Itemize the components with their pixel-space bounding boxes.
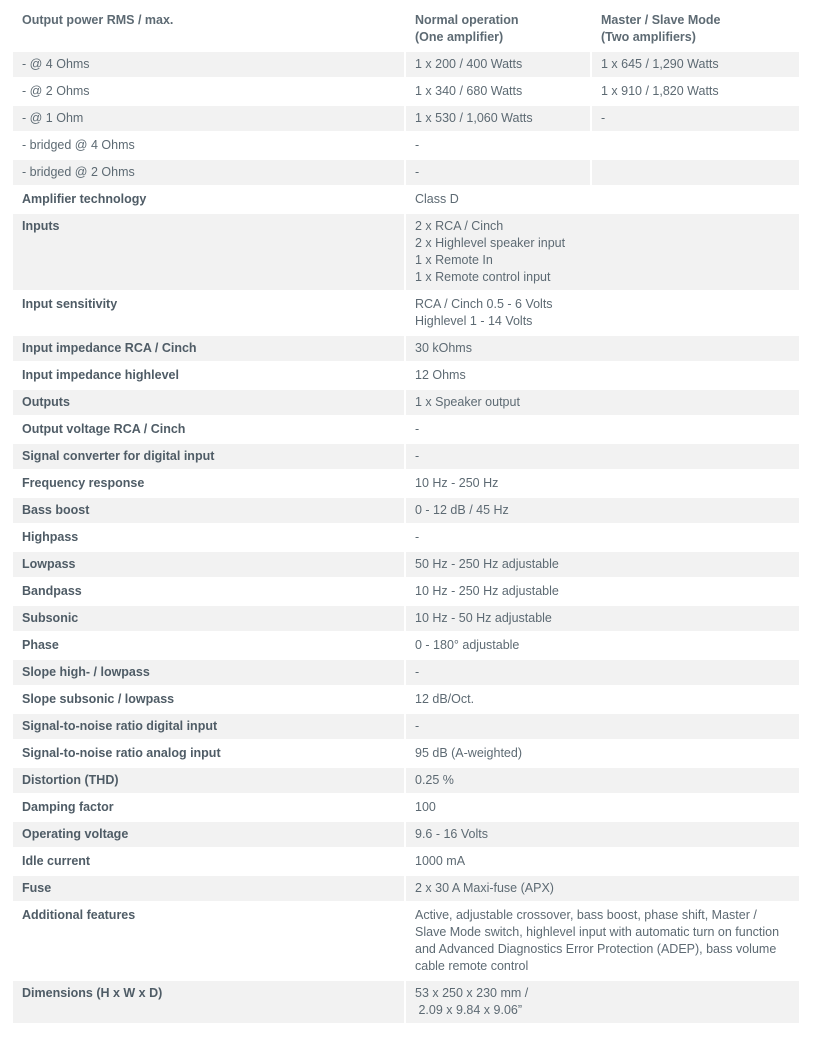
spec-value-line: - bbox=[415, 665, 420, 679]
spec-row-value bbox=[406, 633, 799, 660]
spec-row bbox=[13, 903, 799, 981]
spec-row-label: Input impedance highlevel bbox=[13, 363, 406, 390]
spec-row bbox=[13, 187, 799, 214]
spec-row-label: Input impedance RCA / Cinch bbox=[13, 336, 406, 363]
spec-value-line: 1 x Speaker output bbox=[415, 395, 520, 409]
spec-row bbox=[13, 660, 799, 687]
spec-value-line: - bbox=[415, 449, 420, 463]
spec-row-label: Signal converter for digital input bbox=[13, 444, 406, 471]
spec-row-label: Operating voltage bbox=[13, 822, 406, 849]
power-row-label: - bridged @ 2 Ohms bbox=[13, 160, 406, 187]
spec-row-label: Slope high- / lowpass bbox=[13, 660, 406, 687]
spec-row bbox=[13, 822, 799, 849]
spec-row-value bbox=[406, 471, 799, 498]
header-master-title: Master / Slave Mode bbox=[601, 13, 721, 27]
spec-row-label: Phase bbox=[13, 633, 406, 660]
power-row-normal-value: - bbox=[406, 133, 592, 160]
spec-row bbox=[13, 498, 799, 525]
spec-row-value bbox=[406, 714, 799, 741]
spec-row-label: Subsonic bbox=[13, 606, 406, 633]
table-header-row bbox=[13, 8, 799, 52]
spec-value-line: 12 dB/Oct. bbox=[415, 692, 475, 706]
spec-row-label: Highpass bbox=[13, 525, 406, 552]
power-row bbox=[13, 133, 799, 160]
spec-row bbox=[13, 876, 799, 903]
spec-row bbox=[13, 525, 799, 552]
spec-value-line: - bbox=[415, 719, 420, 733]
power-row-normal-value: 1 x 340 / 680 Watts bbox=[406, 79, 592, 106]
spec-value-line: 1000 mA bbox=[415, 854, 466, 868]
spec-value-line: 95 dB (A-weighted) bbox=[415, 746, 523, 760]
power-row-master-value: 1 x 910 / 1,820 Watts bbox=[592, 79, 799, 106]
spec-value-line: 12 Ohms bbox=[415, 368, 466, 382]
power-row bbox=[13, 160, 799, 187]
spec-value-line: Highlevel 1 - 14 Volts bbox=[415, 314, 533, 328]
spec-value-line: 53 x 250 x 230 mm / bbox=[415, 986, 529, 1000]
spec-row bbox=[13, 633, 799, 660]
spec-row bbox=[13, 292, 799, 336]
spec-row-label: Slope subsonic / lowpass bbox=[13, 687, 406, 714]
spec-value-line: - bbox=[415, 422, 420, 436]
spec-row-value bbox=[406, 795, 799, 822]
power-row-label: - bridged @ 4 Ohms bbox=[13, 133, 406, 160]
spec-row bbox=[13, 552, 799, 579]
spec-value-line: 0 - 12 dB / 45 Hz bbox=[415, 503, 509, 517]
header-output-power-label: Output power RMS / max. bbox=[22, 13, 174, 27]
spec-row bbox=[13, 741, 799, 768]
spec-row-label: Bass boost bbox=[13, 498, 406, 525]
spec-value-line: 10 Hz - 50 Hz adjustable bbox=[415, 611, 552, 625]
spec-row-value bbox=[406, 498, 799, 525]
spec-row-value bbox=[406, 876, 799, 903]
header-normal-title: Normal operation bbox=[415, 13, 519, 27]
power-row-label: - @ 4 Ohms bbox=[13, 52, 406, 79]
spec-row bbox=[13, 687, 799, 714]
spec-row-label: Inputs bbox=[13, 214, 406, 292]
spec-value-line: Class D bbox=[415, 192, 459, 206]
spec-row-value bbox=[406, 390, 799, 417]
spec-row bbox=[13, 768, 799, 795]
spec-row-label: Outputs bbox=[13, 390, 406, 417]
spec-row-value bbox=[406, 849, 799, 876]
power-row-normal-value: 1 x 530 / 1,060 Watts bbox=[406, 106, 592, 133]
spec-value-line: 1 x Remote control input bbox=[415, 270, 551, 284]
spec-row-value bbox=[406, 214, 799, 292]
spec-row-value bbox=[406, 292, 799, 336]
spec-row-label: Signal-to-noise ratio analog input bbox=[13, 741, 406, 768]
spec-row-value bbox=[406, 660, 799, 687]
spec-row bbox=[13, 579, 799, 606]
power-row-label: - @ 2 Ohms bbox=[13, 79, 406, 106]
spec-row-label: Signal-to-noise ratio digital input bbox=[13, 714, 406, 741]
header-normal-operation bbox=[406, 8, 592, 52]
spec-row-value bbox=[406, 822, 799, 849]
spec-value-line: 2.09 x 9.84 x 9.06” bbox=[415, 1003, 523, 1017]
spec-row-label: Frequency response bbox=[13, 471, 406, 498]
spec-row bbox=[13, 214, 799, 292]
spec-value-line: 50 Hz - 250 Hz adjustable bbox=[415, 557, 559, 571]
spec-value-line: 10 Hz - 250 Hz bbox=[415, 476, 499, 490]
spec-row-label: Distortion (THD) bbox=[13, 768, 406, 795]
power-row-normal-value: - bbox=[406, 160, 592, 187]
spec-row-value bbox=[406, 444, 799, 471]
spec-row-label: Additional features bbox=[13, 903, 406, 981]
spec-row-value bbox=[406, 741, 799, 768]
spec-row bbox=[13, 471, 799, 498]
spec-row bbox=[13, 363, 799, 390]
spec-row-value bbox=[406, 336, 799, 363]
spec-row bbox=[13, 417, 799, 444]
header-master-subtitle: (Two amplifiers) bbox=[601, 30, 696, 44]
spec-row-value bbox=[406, 981, 799, 1025]
spec-row-label: Output voltage RCA / Cinch bbox=[13, 417, 406, 444]
power-row bbox=[13, 79, 799, 106]
spec-row-label: Damping factor bbox=[13, 795, 406, 822]
spec-row-label: Idle current bbox=[13, 849, 406, 876]
spec-value-line: 2 x RCA / Cinch bbox=[415, 219, 504, 233]
spec-value-line: RCA / Cinch 0.5 - 6 Volts bbox=[415, 297, 553, 311]
spec-row-value bbox=[406, 363, 799, 390]
power-row-label: - @ 1 Ohm bbox=[13, 106, 406, 133]
spec-row bbox=[13, 336, 799, 363]
spec-row-value bbox=[406, 417, 799, 444]
power-row-normal-value: 1 x 200 / 400 Watts bbox=[406, 52, 592, 79]
spec-value-line: 0 - 180° adjustable bbox=[415, 638, 520, 652]
spec-value-line: Active, adjustable crossover, bass boost, phase shift, Master / Slave Mode switch, highlevel input with automatic turn on function and Advanced Diagnostics Error Protection (ADEP), bass volume cable remote control bbox=[415, 908, 780, 973]
spec-row-label: Bandpass bbox=[13, 579, 406, 606]
spec-row-value bbox=[406, 552, 799, 579]
header-master-slave bbox=[592, 8, 799, 52]
spec-row-label: Amplifier technology bbox=[13, 187, 406, 214]
spec-value-line: - bbox=[415, 530, 420, 544]
spec-value-line: 9.6 - 16 Volts bbox=[415, 827, 488, 841]
spec-row bbox=[13, 795, 799, 822]
spec-row-label: Lowpass bbox=[13, 552, 406, 579]
spec-row-label: Dimensions (H x W x D) bbox=[13, 981, 406, 1025]
spec-value-line: 1 x Remote In bbox=[415, 253, 493, 267]
header-output-power bbox=[13, 8, 406, 52]
spec-row-value bbox=[406, 903, 799, 981]
spec-row bbox=[13, 849, 799, 876]
spec-row bbox=[13, 981, 799, 1025]
spec-value-line: 0.25 % bbox=[415, 773, 454, 787]
spec-row bbox=[13, 606, 799, 633]
spec-row-value bbox=[406, 187, 799, 214]
spec-value-line: 2 x Highlevel speaker input bbox=[415, 236, 566, 250]
spec-value-line: 10 Hz - 250 Hz adjustable bbox=[415, 584, 559, 598]
power-row-master-value bbox=[592, 133, 799, 160]
power-row-master-value bbox=[592, 160, 799, 187]
header-normal-subtitle: (One amplifier) bbox=[415, 30, 504, 44]
power-row bbox=[13, 52, 799, 79]
power-row bbox=[13, 106, 799, 133]
spec-value-line: 2 x 30 A Maxi-fuse (APX) bbox=[415, 881, 554, 895]
spec-value-line: 30 kOhms bbox=[415, 341, 472, 355]
spec-row bbox=[13, 714, 799, 741]
power-row-master-value: - bbox=[592, 106, 799, 133]
spec-row-value bbox=[406, 768, 799, 795]
spec-row-value bbox=[406, 687, 799, 714]
spec-row bbox=[13, 444, 799, 471]
spec-row-label: Input sensitivity bbox=[13, 292, 406, 336]
spec-row-value bbox=[406, 525, 799, 552]
spec-value-line: 100 bbox=[415, 800, 436, 814]
spec-row-value bbox=[406, 606, 799, 633]
spec-row-label: Fuse bbox=[13, 876, 406, 903]
spec-row bbox=[13, 390, 799, 417]
spec-table bbox=[13, 8, 799, 1025]
spec-row-value bbox=[406, 579, 799, 606]
power-row-master-value: 1 x 645 / 1,290 Watts bbox=[592, 52, 799, 79]
